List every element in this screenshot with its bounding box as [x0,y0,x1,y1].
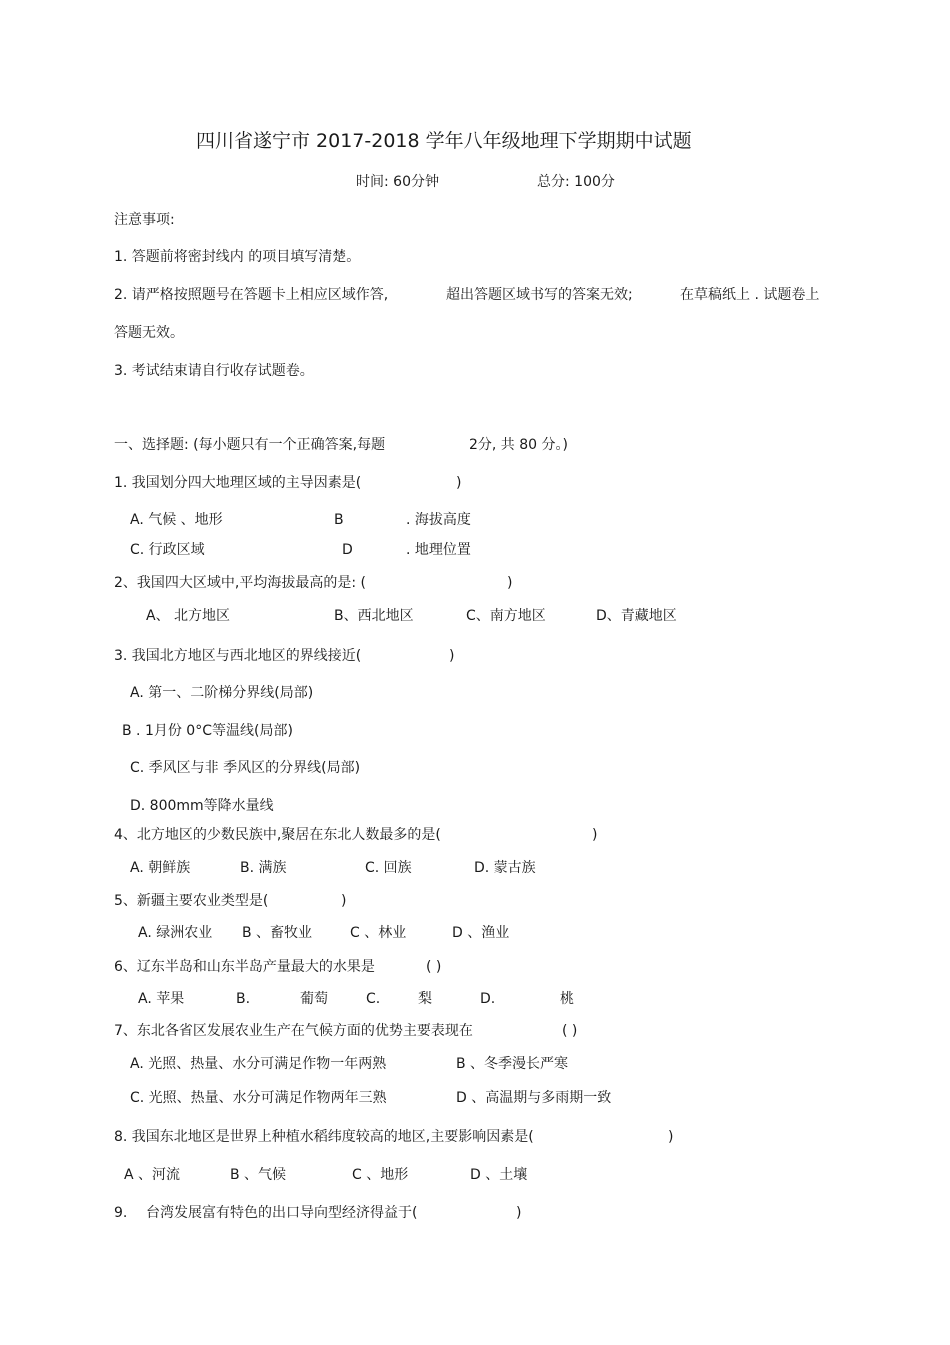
q2-option-b: B、西北地区 [334,608,414,624]
q3-close: ) [449,648,455,664]
q4-option-d: D. 蒙古族 [474,860,536,876]
q5-option-b: B 、畜牧业 [242,925,313,941]
q2-option-c: C、南方地区 [466,608,546,624]
q4-stem: 4、北方地区的少数民族中,聚居在东北人数最多的是( [114,827,441,843]
q5-option-d: D 、渔业 [452,925,510,941]
q8-option-a: A 、河流 [124,1167,181,1183]
q2-close: ) [507,575,513,591]
q6-stem: 6、辽东半岛和山东半岛产量最大的水果是 [114,959,375,975]
page-title: 四川省遂宁市 2017-2018 学年八年级地理下学期期中试题 [196,130,692,152]
note-3: 3. 考试结束请自行收存试题卷。 [114,363,314,379]
q6-option-c-letter: C. [366,991,381,1007]
q5-option-c: C 、林业 [350,925,407,941]
notes-heading: 注意事项: [114,212,175,228]
q9-stem: 台湾发展富有特色的出口导向型经济得益于( [146,1205,418,1221]
q5-option-a: A. 绿洲农业 [138,925,213,941]
q8-option-b: B 、气候 [230,1167,287,1183]
q7-option-b: B 、冬季漫长严寒 [456,1056,569,1072]
q1-close: ) [456,475,462,491]
q6-paren: ( ) [426,959,442,975]
q1-stem: 1. 我国划分四大地理区域的主导因素是( [114,475,362,491]
q2-stem: 2、我国四大区域中,平均海拔最高的是: ( [114,575,366,591]
q5-close: ) [341,893,347,909]
q6-option-d-letter: D. [480,991,496,1007]
q6-option-a: A. 苹果 [138,991,185,1007]
q7-stem: 7、东北各省区发展农业生产在气候方面的优势主要表现在 [114,1023,473,1039]
note-2-part-a: 2. 请严格按照题号在答题卡上相应区域作答, [114,287,389,303]
q4-option-b: B. 满族 [240,860,287,876]
q6-option-b-letter: B. [236,991,251,1007]
q3-option-d: D. 800mm等降水量线 [130,798,274,814]
q3-option-b: B . 1月份 0°C等温线(局部) [122,723,293,739]
q9-close: ) [516,1205,522,1221]
q1-option-d: . 地理位置 [406,542,471,558]
q6-option-d: 桃 [560,991,574,1007]
q6-option-b: 葡萄 [300,991,328,1007]
note-2-part-c: 在草稿纸上 . 试题卷上 [680,287,820,303]
q4-close: ) [592,827,598,843]
q1-option-a: A. 气候 、地形 [130,512,223,528]
q1-option-c: C. 行政区域 [130,542,205,558]
q7-paren: ( ) [562,1023,578,1039]
q8-close: ) [668,1129,674,1145]
q9-number: 9. [114,1205,128,1221]
q4-option-a: A. 朝鲜族 [130,860,191,876]
q7-option-d: D 、高温期与多雨期一致 [456,1090,612,1106]
score-info: 总分: 100分 [537,174,615,190]
q4-option-c: C. 回族 [365,860,412,876]
q2-option-d: D、青藏地区 [596,608,677,624]
q1-option-d-letter: D [342,542,353,558]
note-2-part-b: 超出答题区域书写的答案无效; [446,287,633,303]
q1-option-b: . 海拔高度 [406,512,471,528]
q8-option-c: C 、地形 [352,1167,409,1183]
time-info: 时间: 60分钟 [356,174,439,190]
q7-option-c: C. 光照、热量、水分可满足作物两年三熟 [130,1090,387,1106]
q5-stem: 5、新疆主要农业类型是( [114,893,269,909]
note-1: 1. 答题前将密封线内 的项目填写清楚。 [114,249,361,265]
q3-stem: 3. 我国北方地区与西北地区的界线接近( [114,648,362,664]
q3-option-a: A. 第一、二阶梯分界线(局部) [130,685,314,701]
q2-option-a: A、 北方地区 [146,608,231,624]
q8-stem: 8. 我国东北地区是世界上种植水稻纬度较高的地区,主要影响因素是( [114,1129,534,1145]
section-heading-a: 一、选择题: (每小题只有一个正确答案,每题 [114,437,386,453]
q6-option-c: 梨 [418,991,432,1007]
q1-option-b-letter: B [334,512,344,528]
section-heading-b: 2分, 共 80 分。) [469,437,568,453]
q3-option-c: C. 季风区与非 季风区的分界线(局部) [130,760,361,776]
q8-option-d: D 、土壤 [470,1167,528,1183]
note-2-part-d: 答题无效。 [114,325,184,341]
q7-option-a: A. 光照、热量、水分可满足作物一年两熟 [130,1056,387,1072]
